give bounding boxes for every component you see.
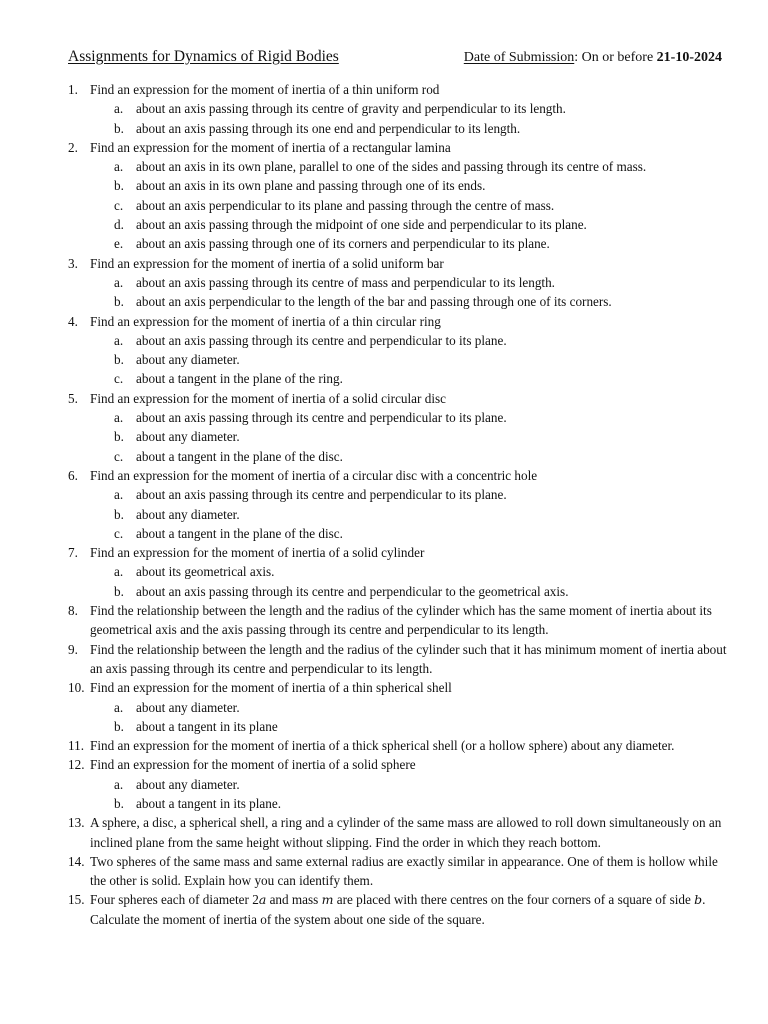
question-item [68, 736, 728, 755]
question-item [68, 890, 728, 929]
sub-question-text: about any diameter. [136, 506, 240, 522]
question-text: Find an expression for the moment of inertia of a thin uniform rod [90, 82, 440, 97]
question-item [68, 254, 728, 273]
sub-question-item [68, 775, 728, 794]
question-text: Find an expression for the moment of inertia of a rectangular lamina [90, 139, 451, 155]
sub-question-text: about an axis passing through its centre of gravity and perpendicular to its length. [136, 101, 566, 117]
sub-question-letter: a. [114, 159, 124, 175]
question-text: Find an expression for the moment of inertia of a solid circular disc [90, 390, 446, 406]
sub-question-text: about an axis passing through its centre and perpendicular to the geometrical axis. [136, 583, 569, 599]
question-text-part: Four spheres each of diameter 2 [90, 892, 259, 908]
question-item [68, 80, 728, 99]
question-number: 6. [68, 467, 78, 483]
sub-question-item [68, 505, 728, 524]
sub-question-text: about an axis passing through the midpoint of one side and perpendicular to its plane. [136, 217, 587, 233]
question-item [68, 601, 728, 640]
sub-question-letter: a. [114, 101, 124, 117]
sub-question-letter: a. [114, 274, 124, 290]
question-item [68, 755, 728, 774]
sub-question-item [68, 524, 728, 543]
question-text: Find an expression for the moment of inertia of a circular disc with a concentric hole [90, 467, 538, 483]
sub-question-text: about an axis passing through its centre and perpendicular to its plane. [136, 487, 507, 503]
sub-question-letter: a. [114, 699, 124, 715]
question-item [68, 466, 728, 485]
sub-question-text: about a tangent in the plane of the disc. [136, 448, 343, 464]
sub-question-text: about a tangent in the plane of the disc. [136, 525, 343, 541]
question-number: 10. [68, 680, 85, 696]
sub-question-letter: a. [114, 332, 124, 348]
sub-question-letter: b. [114, 120, 124, 136]
sub-question-item [68, 369, 728, 388]
question-text: Find the relationship between the length and the radius of the cylinder such that it has minimum moment of inertia about an axis passing through its centre and perpendicular to its length. [90, 641, 727, 676]
question-text: A sphere, a disc, a spherical shell, a ring and a cylinder of the same mass are allowed to roll down simultaneously on an inclined plane from the same height without slipping. Find the order in which they reach bottom. [90, 815, 722, 850]
submission-label: Date of Submission [463, 50, 575, 65]
sub-question-item [68, 350, 728, 369]
sub-question-text: about a tangent in its plane. [136, 795, 282, 811]
sub-question-letter: c. [114, 371, 124, 387]
question-number: 11. [68, 738, 84, 754]
question-number: 9. [68, 641, 78, 657]
question-number: 1. [68, 82, 78, 97]
sub-question-text: about an axis passing through its one end and perpendicular to its length. [136, 120, 521, 136]
sub-question-letter: b. [114, 429, 124, 445]
sub-question-item [68, 698, 728, 717]
question-item [68, 389, 728, 408]
question-text: Find an expression for the moment of inertia of a solid cylinder [90, 545, 425, 561]
question-text-part: and mass [266, 892, 322, 908]
submission-text: : On or before [574, 50, 657, 65]
sub-question-item [68, 717, 728, 736]
sub-question-text: about an axis passing through one of its corners and perpendicular to its plane. [136, 236, 550, 252]
sub-question-letter: b. [114, 178, 124, 194]
question-number: 12. [68, 757, 85, 773]
sub-question-item [68, 157, 728, 176]
sub-question-letter: a. [114, 487, 124, 503]
sub-question-letter: a. [114, 564, 124, 580]
sub-question-item [68, 485, 728, 504]
sub-question-text: about an axis in its own plane, parallel to one of the sides and passing through its centre of mass. [136, 159, 647, 175]
question-text: Find an expression for the moment of inertia of a thin spherical shell [90, 680, 452, 696]
variable-m: m [321, 892, 334, 908]
question-item [68, 678, 728, 697]
sub-question-letter: b. [114, 795, 124, 811]
sub-question-text: about any diameter. [136, 699, 240, 715]
sub-question-text: about any diameter. [136, 352, 240, 368]
variable-b: b [694, 892, 703, 908]
sub-question-item [68, 447, 728, 466]
sub-question-text: about an axis passing through its centre of mass and perpendicular to its length. [136, 274, 555, 290]
sub-question-item [68, 794, 728, 813]
question-text: Two spheres of the same mass and same external radius are exactly similar in appearance. One of them is hollow while the other is solid. Explain how you can identify them. [90, 853, 718, 889]
sub-question-letter: c. [114, 197, 124, 213]
question-text-part: . Calculate the moment of inertia of the system about one side of the square. [90, 892, 706, 927]
submission-date: 21-10-2024 [656, 50, 722, 65]
sub-question-item [68, 215, 728, 234]
question-number: 5. [68, 390, 78, 406]
sub-question-text: about an axis passing through its centre and perpendicular to its plane. [136, 410, 507, 426]
sub-question-item [68, 582, 728, 601]
sub-question-item [68, 273, 728, 292]
sub-question-item [68, 292, 728, 311]
question-text: Find an expression for the moment of inertia of a solid uniform bar [90, 255, 444, 271]
sub-question-letter: a. [114, 776, 124, 792]
question-text: Find an expression for the moment of inertia of a solid sphere [90, 757, 416, 773]
sub-question-letter: e. [114, 236, 124, 252]
question-item [68, 543, 728, 562]
sub-question-item [68, 562, 728, 581]
sub-question-text: about an axis perpendicular to the length of the bar and passing through one of its corners. [136, 294, 612, 310]
question-text: Find the relationship between the length and the radius of the cylinder which has the same moment of inertia about its geometrical axis and the axis passing through its centre and perpendicular to its length. [90, 603, 712, 638]
sub-question-letter: b. [114, 352, 124, 368]
question-list [68, 80, 728, 929]
sub-question-text: about an axis in its own plane and passing through one of its ends. [136, 178, 486, 194]
question-item [68, 138, 728, 157]
sub-question-text: about an axis perpendicular to its plane and passing through the centre of mass. [136, 197, 555, 213]
question-text [90, 892, 705, 926]
header [68, 47, 722, 67]
question-number: 7. [68, 545, 78, 561]
sub-question-text: about a tangent in its plane [136, 718, 278, 734]
sub-question-letter: b. [114, 294, 124, 310]
question-number: 8. [68, 603, 78, 619]
sub-question-text: about its geometrical axis. [136, 564, 275, 580]
question-item [68, 813, 728, 852]
question-number: 13. [68, 815, 85, 831]
question-number: 3. [68, 255, 78, 271]
variable-a: a [258, 892, 267, 908]
sub-question-text: about a tangent in the plane of the ring. [136, 371, 343, 387]
question-item [68, 312, 728, 331]
sub-question-item [68, 408, 728, 427]
sub-question-text: about any diameter. [136, 776, 240, 792]
question-number: 14. [68, 853, 85, 869]
sub-question-item [68, 176, 728, 195]
question-text: Find an expression for the moment of inertia of a thick spherical shell (or a hollow sphere) about any diameter. [90, 738, 675, 754]
sub-question-letter: d. [114, 217, 124, 233]
document-title: Assignments for Dynamics of Rigid Bodies [68, 48, 339, 65]
sub-question-letter: b. [114, 583, 124, 599]
sub-question-item [68, 119, 728, 138]
sub-question-letter: c. [114, 448, 124, 464]
sub-question-item [68, 331, 728, 350]
sub-question-letter: a. [114, 410, 124, 426]
sub-question-letter: b. [114, 718, 124, 734]
question-item [68, 640, 728, 679]
sub-question-item [68, 427, 728, 446]
sub-question-letter: c. [114, 525, 124, 541]
question-number: 2. [68, 139, 78, 155]
sub-question-text: about any diameter. [136, 429, 240, 445]
sub-question-letter: b. [114, 506, 124, 522]
question-item [68, 852, 728, 891]
question-text-part: are placed with there centres on the four corners of a square of side [333, 892, 695, 908]
question-number: 4. [68, 313, 78, 329]
question-number: 15. [68, 892, 85, 908]
sub-question-item [68, 196, 728, 215]
sub-question-item [68, 234, 728, 253]
question-text: Find an expression for the moment of inertia of a thin circular ring [90, 313, 441, 329]
sub-question-text: about an axis passing through its centre and perpendicular to its plane. [136, 332, 507, 348]
submission-info [464, 48, 722, 67]
sub-question-item [68, 99, 728, 118]
